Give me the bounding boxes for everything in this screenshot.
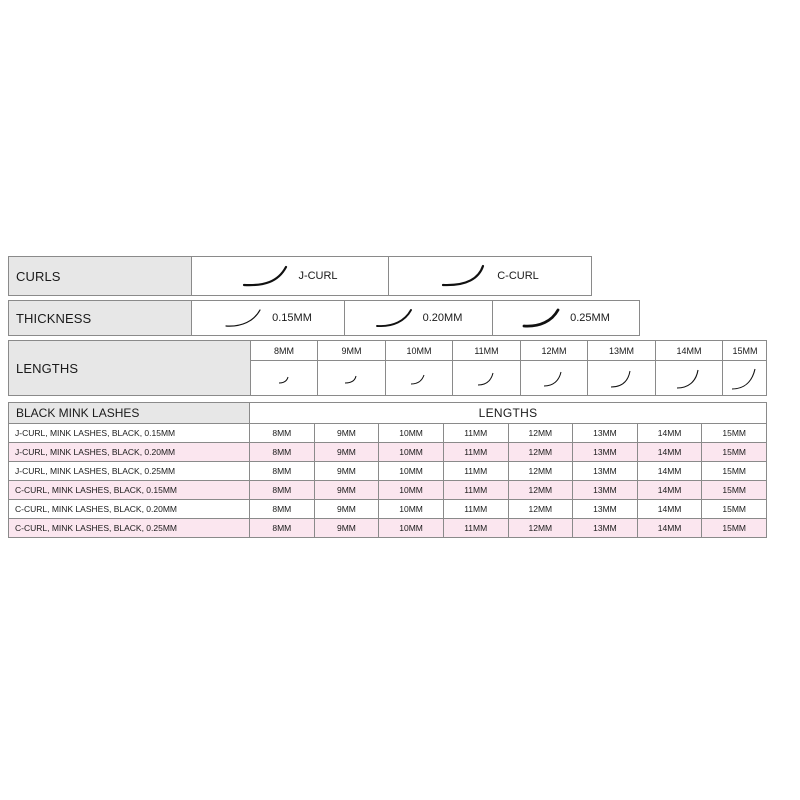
length-label: 8MM	[251, 341, 317, 361]
length-column-15mm	[722, 341, 767, 395]
length-cell: 8MM	[250, 424, 315, 442]
medium-lash-icon	[375, 307, 415, 329]
length-cell: 8MM	[250, 519, 315, 537]
length-cell: 11MM	[444, 424, 509, 442]
length-cell: 14MM	[638, 424, 703, 442]
length-cell: 13MM	[573, 424, 638, 442]
lash-10mm-icon	[409, 369, 429, 387]
length-cell: 10MM	[379, 481, 444, 499]
length-cell: 8MM	[250, 443, 315, 461]
length-column-10mm	[385, 341, 452, 395]
length-cell: 15MM	[722, 485, 746, 495]
thickness-label: THICKNESS	[9, 301, 192, 335]
length-cell: 9MM	[315, 462, 380, 480]
lash-9mm-icon	[343, 370, 361, 386]
length-cell: 11MM	[444, 519, 509, 537]
length-cell: 9MM	[315, 424, 380, 442]
length-cell: 14MM	[638, 462, 703, 480]
table-row	[9, 518, 766, 537]
length-column-12mm	[520, 341, 587, 395]
table-header-row	[9, 403, 766, 423]
curl-option-j	[192, 257, 388, 295]
table-row	[9, 480, 766, 499]
lash-11mm-icon	[476, 368, 498, 388]
length-cell: 15MM	[722, 447, 746, 457]
product-table	[8, 402, 767, 538]
length-cell: 14MM	[638, 481, 703, 499]
curls-label: CURLS	[9, 257, 192, 295]
length-cell: 10MM	[379, 462, 444, 480]
table-row	[9, 423, 766, 442]
length-cell: 14MM	[638, 519, 703, 537]
length-cell: 11MM	[444, 481, 509, 499]
length-cell: 10MM	[379, 500, 444, 518]
length-cell: 15MM	[722, 466, 746, 476]
length-cell: 14MM	[638, 443, 703, 461]
thickness-option-label: 0.15MM	[272, 312, 312, 324]
length-cell: 13MM	[573, 443, 638, 461]
length-cell: 10MM	[379, 519, 444, 537]
length-label: 9MM	[318, 341, 385, 361]
thickness-option-025	[492, 301, 639, 335]
length-cell: 13MM	[573, 519, 638, 537]
thickness-option-015	[192, 301, 344, 335]
product-name: J-CURL, MINK LASHES, BLACK, 0.25MM	[9, 462, 250, 480]
thickness-panel	[8, 300, 640, 336]
length-cell: 12MM	[509, 500, 574, 518]
length-cell: 13MM	[573, 462, 638, 480]
product-name: J-CURL, MINK LASHES, BLACK, 0.15MM	[9, 424, 250, 442]
product-name: C-CURL, MINK LASHES, BLACK, 0.15MM	[9, 481, 250, 499]
length-column-8mm	[250, 341, 317, 395]
curl-option-label: J-CURL	[298, 270, 338, 282]
length-cell: 12MM	[509, 462, 574, 480]
length-label: 11MM	[453, 341, 520, 361]
table-body	[9, 423, 766, 537]
length-cell: 15MM	[722, 428, 746, 438]
j-curl-lash-icon	[242, 264, 290, 288]
table-lengths-header: LENGTHS	[478, 406, 538, 420]
length-cell: 12MM	[509, 519, 574, 537]
length-cell: 9MM	[315, 443, 380, 461]
curl-option-label: C-CURL	[497, 270, 539, 282]
c-curl-lash-icon	[441, 264, 489, 288]
lash-12mm-icon	[542, 367, 566, 389]
length-cell: 9MM	[315, 500, 380, 518]
length-cell: 11MM	[444, 462, 509, 480]
length-cell: 12MM	[509, 481, 574, 499]
length-cell: 9MM	[315, 481, 380, 499]
length-label: 15MM	[723, 341, 767, 361]
lengths-panel	[8, 340, 767, 396]
length-cell: 15MM	[722, 523, 746, 533]
table-title: BLACK MINK LASHES	[9, 403, 250, 423]
lash-13mm-icon	[609, 366, 635, 390]
lash-8mm-icon	[276, 370, 292, 386]
thickness-option-label: 0.25MM	[570, 312, 610, 324]
table-row	[9, 442, 766, 461]
length-label: 13MM	[588, 341, 655, 361]
length-column-14mm	[655, 341, 722, 395]
table-row	[9, 499, 766, 518]
curl-option-c	[388, 257, 591, 295]
product-name: C-CURL, MINK LASHES, BLACK, 0.25MM	[9, 519, 250, 537]
length-column-13mm	[587, 341, 655, 395]
thick-lash-icon	[522, 307, 562, 329]
product-name: J-CURL, MINK LASHES, BLACK, 0.20MM	[9, 443, 250, 461]
length-cell: 8MM	[250, 462, 315, 480]
length-cell: 9MM	[315, 519, 380, 537]
length-cell: 10MM	[379, 424, 444, 442]
length-column-9mm	[317, 341, 385, 395]
length-cell: 11MM	[444, 443, 509, 461]
lengths-grid	[250, 341, 766, 395]
table-row	[9, 461, 766, 480]
length-label: 14MM	[656, 341, 722, 361]
length-cell: 8MM	[250, 481, 315, 499]
thickness-option-label: 0.20MM	[422, 312, 463, 324]
product-name: C-CURL, MINK LASHES, BLACK, 0.20MM	[9, 500, 250, 518]
length-cell: 13MM	[573, 500, 638, 518]
length-label: 10MM	[386, 341, 452, 361]
lengths-label: LENGTHS	[9, 341, 250, 395]
length-cell: 14MM	[638, 500, 703, 518]
length-column-11mm	[452, 341, 520, 395]
length-cell: 12MM	[509, 443, 574, 461]
length-cell: 12MM	[509, 424, 574, 442]
length-label: 12MM	[521, 341, 587, 361]
thickness-option-020	[344, 301, 492, 335]
lash-14mm-icon	[675, 365, 703, 391]
length-cell: 11MM	[444, 500, 509, 518]
length-cell: 10MM	[379, 443, 444, 461]
length-cell: 13MM	[573, 481, 638, 499]
length-cell: 8MM	[250, 500, 315, 518]
lash-15mm-icon	[730, 364, 760, 392]
curls-panel	[8, 256, 592, 296]
length-cell: 15MM	[722, 504, 746, 514]
thin-lash-icon	[224, 307, 264, 329]
